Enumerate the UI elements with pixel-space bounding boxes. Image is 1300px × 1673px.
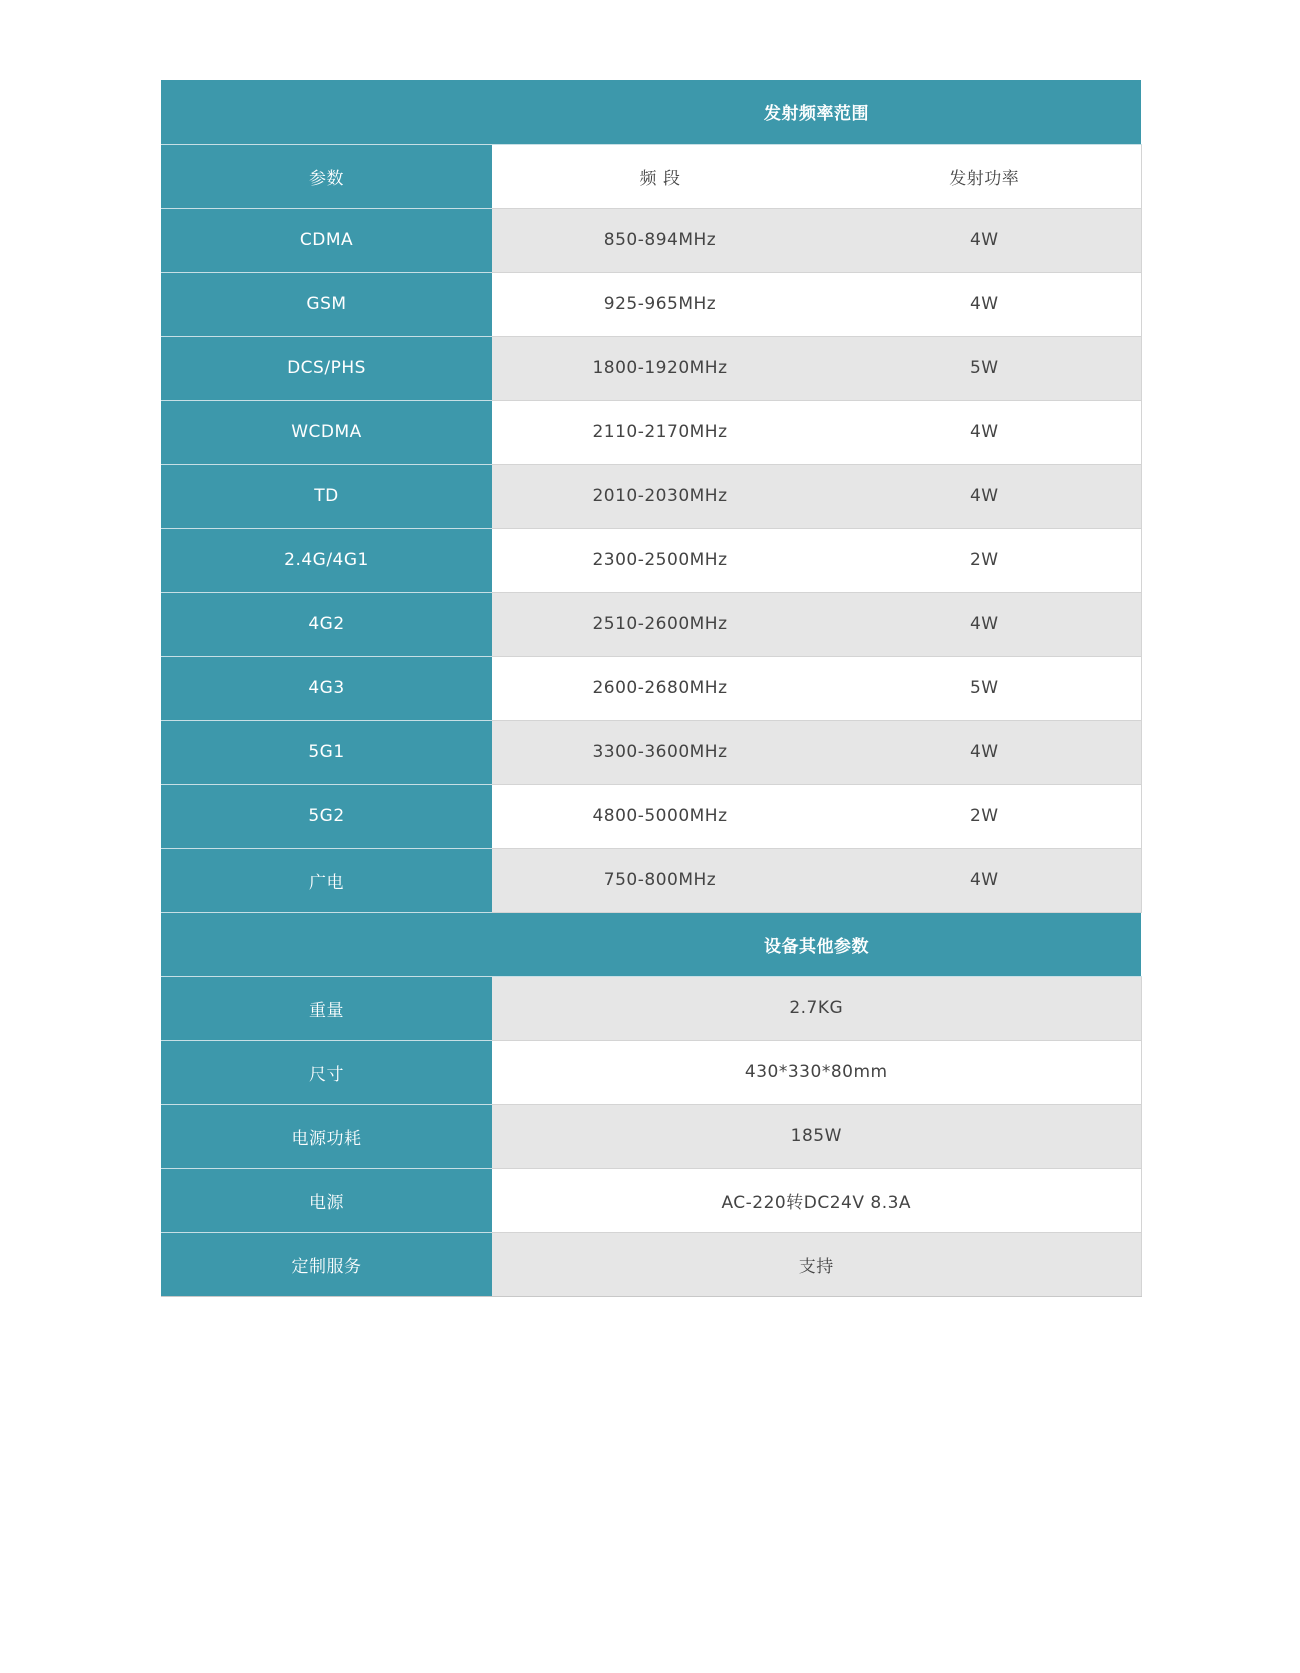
table-row — [161, 592, 1141, 656]
param-value: 2.7KG — [492, 976, 1141, 1040]
row-label: 重量 — [161, 976, 492, 1040]
band-value: 3300-3600MHz — [492, 720, 828, 784]
row-label: 电源功耗 — [161, 1104, 492, 1168]
freq-column-header-row — [161, 144, 1141, 208]
row-label: 广电 — [161, 848, 492, 912]
table-row — [161, 208, 1141, 272]
power-header: 发射功率 — [828, 144, 1141, 208]
param-value: AC-220转DC24V 8.3A — [492, 1168, 1141, 1232]
row-label: 5G1 — [161, 720, 492, 784]
table-row — [161, 976, 1141, 1040]
table-row — [161, 272, 1141, 336]
freq-section-title: 发射频率范围 — [161, 80, 1141, 144]
row-label: 5G2 — [161, 784, 492, 848]
band-value: 4800-5000MHz — [492, 784, 828, 848]
param-value: 430*330*80mm — [492, 1040, 1141, 1104]
row-label: 尺寸 — [161, 1040, 492, 1104]
power-value: 5W — [828, 656, 1141, 720]
band-value: 2010-2030MHz — [492, 464, 828, 528]
param-value: 支持 — [492, 1232, 1141, 1296]
table-row — [161, 720, 1141, 784]
row-label: TD — [161, 464, 492, 528]
power-value: 2W — [828, 784, 1141, 848]
table-row — [161, 656, 1141, 720]
band-value: 750-800MHz — [492, 848, 828, 912]
row-label: 4G3 — [161, 656, 492, 720]
table-row — [161, 1040, 1141, 1104]
row-label: WCDMA — [161, 400, 492, 464]
spec-table-body — [161, 80, 1141, 1296]
freq-section-header — [161, 80, 1141, 144]
row-label: GSM — [161, 272, 492, 336]
power-value: 4W — [828, 720, 1141, 784]
param-header: 参数 — [161, 144, 492, 208]
band-value: 850-894MHz — [492, 208, 828, 272]
spec-table — [161, 80, 1142, 1297]
table-row — [161, 1168, 1141, 1232]
row-label: 4G2 — [161, 592, 492, 656]
other-section-title: 设备其他参数 — [161, 912, 1141, 976]
table-row — [161, 1232, 1141, 1296]
table-row — [161, 464, 1141, 528]
table-row — [161, 848, 1141, 912]
power-value: 4W — [828, 464, 1141, 528]
power-value: 5W — [828, 336, 1141, 400]
row-label: CDMA — [161, 208, 492, 272]
table-row — [161, 336, 1141, 400]
power-value: 4W — [828, 208, 1141, 272]
power-value: 4W — [828, 400, 1141, 464]
band-value: 1800-1920MHz — [492, 336, 828, 400]
band-value: 2300-2500MHz — [492, 528, 828, 592]
power-value: 4W — [828, 272, 1141, 336]
table-row — [161, 1104, 1141, 1168]
row-label: 电源 — [161, 1168, 492, 1232]
param-value: 185W — [492, 1104, 1141, 1168]
table-row — [161, 784, 1141, 848]
power-value: 4W — [828, 592, 1141, 656]
table-row — [161, 528, 1141, 592]
row-label: 定制服务 — [161, 1232, 492, 1296]
band-value: 2110-2170MHz — [492, 400, 828, 464]
other-section-header — [161, 912, 1141, 976]
band-value: 2510-2600MHz — [492, 592, 828, 656]
power-value: 4W — [828, 848, 1141, 912]
band-value: 925-965MHz — [492, 272, 828, 336]
row-label: 2.4G/4G1 — [161, 528, 492, 592]
power-value: 2W — [828, 528, 1141, 592]
table-row — [161, 400, 1141, 464]
row-label: DCS/PHS — [161, 336, 492, 400]
band-value: 2600-2680MHz — [492, 656, 828, 720]
band-header: 频 段 — [492, 144, 828, 208]
